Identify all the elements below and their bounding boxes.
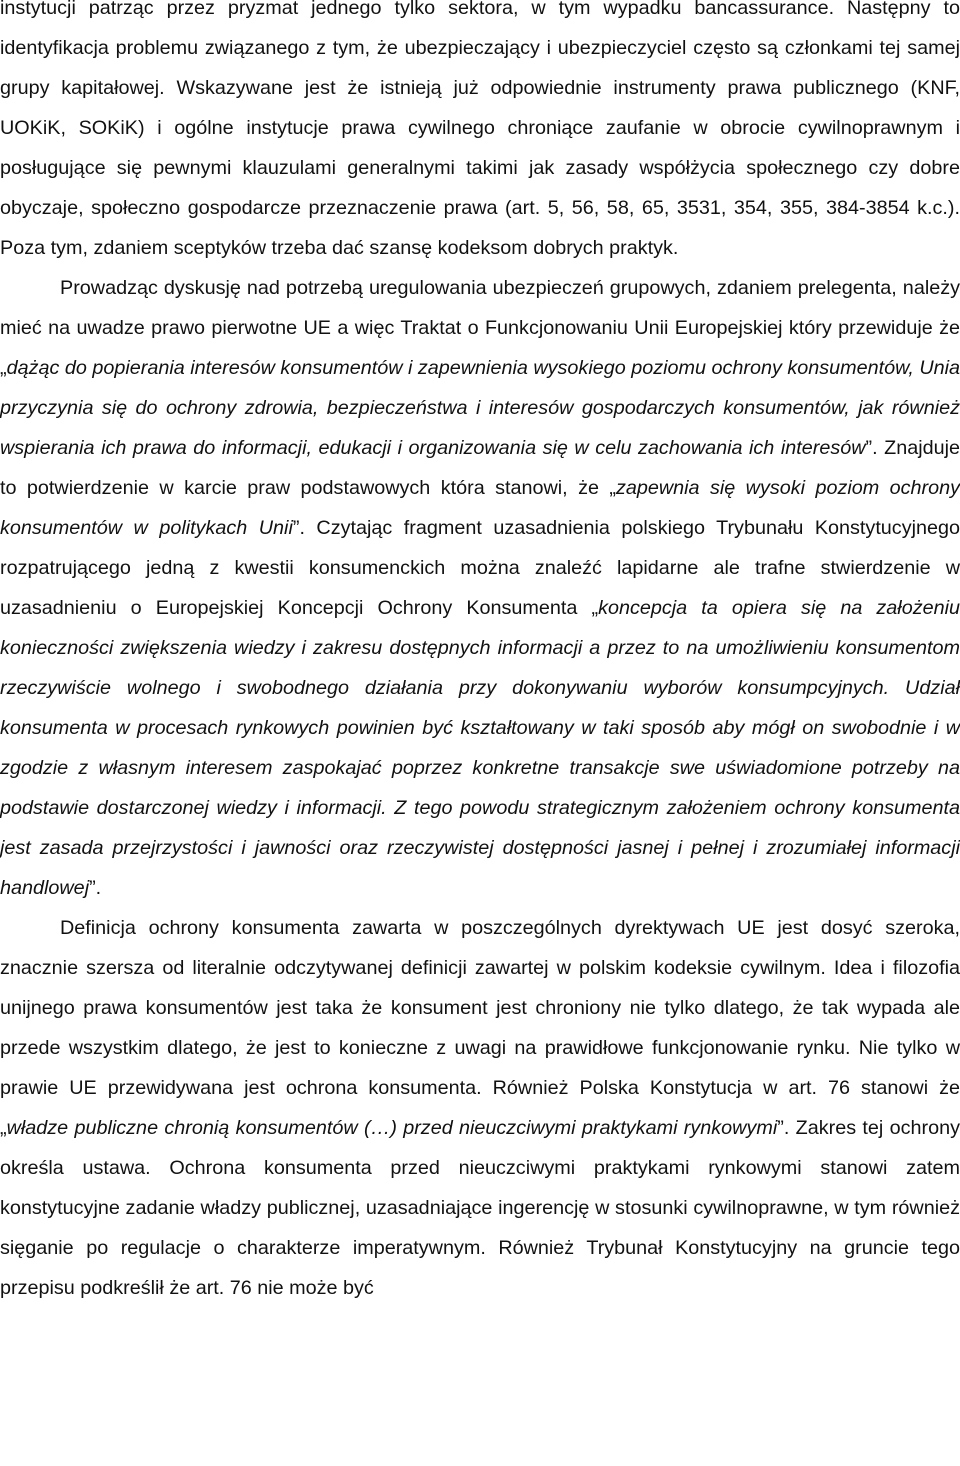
text-run: ”. Czytając fragment uzasadnienia polskiego Trybunału Konstytucyjnego rozpatrującego jedną z kwestii konsumenckich można znaleźć lapidarne ale trafne stwierdzenie w uzasadnieniu o Europejskiej Koncepcji Ochrony Konsumenta „ (0, 517, 960, 619)
quote-run: zapewnia się wysoki poziom ochrony konsumentów w politykach Unii (0, 477, 960, 539)
text-run: instytucji patrząc przez pryzmat jednego tylko sektora, w tym wypadku bancassurance. Następny to identyfikacja problemu związanego z tym, że ubezpieczający i ubezpieczyciel często są członkami tej samej grupy kapitałowej. Wskazywane jest że istnieją już odpowiednie instrumenty prawa publicznego (KNF, UOKiK, SOKiK) i ogólne instytucje prawa cywilnego chroniące zaufanie w obrocie cywilnoprawnym i posługujące się pewnymi klauzulami generalnymi takimi jak zasady współżycia społecznego czy dobre obyczaje, społeczno gospodarcze przeznaczenie prawa (art. 5, 56, 58, 65, 3531, 354, 355, 384-3854 k.c.). Poza tym, zdaniem sceptyków trzeba dać szansę kodeksom dobrych praktyk. (0, 0, 960, 259)
text-run: Prowadząc dyskusję nad potrzebą uregulowania ubezpieczeń grupowych, zdaniem prelegenta, należy mieć na uwadze prawo pierwotne UE a więc Traktat o Funkcjonowaniu Unii Europejskiej który przewiduje że „ (0, 277, 960, 379)
text-run: ”. Znajduje to potwierdzenie w karcie praw podstawowych która stanowi, że „ (0, 437, 960, 499)
text-run: ”. Zakres tej ochrony określa ustawa. Ochrona konsumenta przed nieuczciwymi praktykami rynkowymi stanowi zatem konstytucyjne zadanie władzy publicznej, uzasadniające ingerencję w stosunki cywilnoprawne, w tym również sięganie po regulacje o charakterze imperatywnym. Również Trybunał Konstytucyjny na gruncie tego przepisu podkreślił że art. 76 nie może być (0, 1117, 960, 1299)
quote-run: władze publiczne chronią konsumentów (…) przed nieuczciwymi praktykami rynkowymi (6, 1117, 778, 1139)
quote-run: dążąc do popierania interesów konsumentów i zapewnienia wysokiego poziomu ochrony konsumentów, Unia przyczynia się do ochrony zdrowia, bezpieczeństwa i interesów gospodarczych konsumentów, jak również wspierania ich prawa do informacji, edukacji i organizowania się w celu zachowania ich interesów (0, 357, 960, 459)
quote-run: koncepcja ta opiera się na założeniu konieczności zwiększenia wiedzy i zakresu dostępnych informacji a przez to na umożliwieniu konsumentom rzeczywiście wolnego i swobodnego działania przy dokonywaniu wyborów konsumpcyjnych. Udział konsumenta w procesach rynkowych powinien być kształtowany w taki sposób aby mógł on swobodnie i w zgodzie z własnym interesem zaspokajać poprzez konkretne transakcje swe uświadomione potrzeby na podstawie dostarczonej wiedzy i informacji. Z tego powodu strategicznym założeniem ochrony konsumenta jest zasada przejrzystości i jawności oraz rzeczywistej dostępności jasnej i pełnej i zrozumiałej informacji handlowej (0, 597, 960, 899)
paragraph-1 (0, 0, 960, 268)
paragraph-2 (0, 268, 960, 908)
paragraph-3 (0, 908, 960, 1308)
text-run: ”. (89, 877, 102, 899)
text-run: Definicja ochrony konsumenta zawarta w poszczególnych dyrektywach UE jest dosyć szeroka, znacznie szersza od literalnie odczytywanej definicji zawartej w polskim kodeksie cywilnym. Idea i filozofia unijnego prawa konsumentów jest taka że konsument jest chroniony nie tylko dlatego, że tak wypada ale przede wszystkim dlatego, że jest to konieczne z uwagi na prawidłowe funkcjonowanie rynku. Nie tylko w prawie UE przewidywana jest ochrona konsumenta. Również Polska Konstytucja w art. 76 stanowi że „ (0, 917, 960, 1139)
